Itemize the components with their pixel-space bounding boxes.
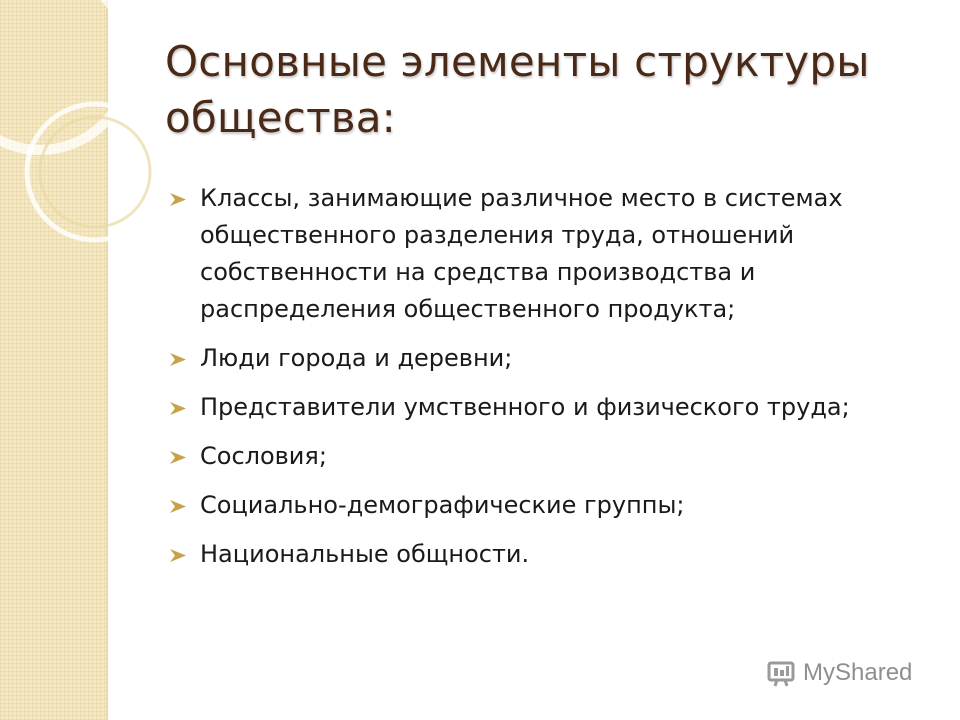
bullet-item-demographic-groups: [168, 487, 918, 524]
arrowhead-bullet-icon: [170, 451, 186, 464]
myshared-watermark-link[interactable]: [765, 655, 912, 691]
bullet-list: [168, 180, 918, 585]
bullet-item-national-communities: [168, 536, 918, 573]
arrowhead-bullet-icon: [170, 353, 186, 366]
bullet-text: Классы, занимающие различное место в системах общественного разделения труда, отношений собственности на средства производства и распределения общественного продукта;: [200, 184, 843, 323]
bullet-text: Сословия;: [200, 442, 327, 470]
bullet-item-estates: [168, 438, 918, 475]
bullet-item-city-village: [168, 340, 918, 377]
bullet-item-labor: [168, 389, 918, 426]
arrowhead-bullet-icon: [170, 193, 186, 206]
myshared-logo-icon: [765, 657, 797, 689]
watermark-text: MyShared: [803, 659, 913, 686]
slide-title-line-2: общества:: [165, 93, 396, 142]
arrowhead-bullet-icon: [170, 549, 186, 562]
bullet-text: Представители умственного и физического труда;: [200, 393, 850, 421]
bullet-text: Национальные общности.: [200, 540, 530, 568]
bullet-text: Социально-демографические группы;: [200, 491, 685, 519]
slide-title-line-1: Основные элементы структуры: [165, 37, 870, 86]
arrowhead-bullet-icon: [170, 402, 186, 415]
arrowhead-bullet-icon: [170, 500, 186, 513]
slide-title: [165, 34, 925, 146]
bullet-item-classes: [168, 180, 918, 328]
bullet-text: Люди города и деревни;: [200, 344, 513, 372]
